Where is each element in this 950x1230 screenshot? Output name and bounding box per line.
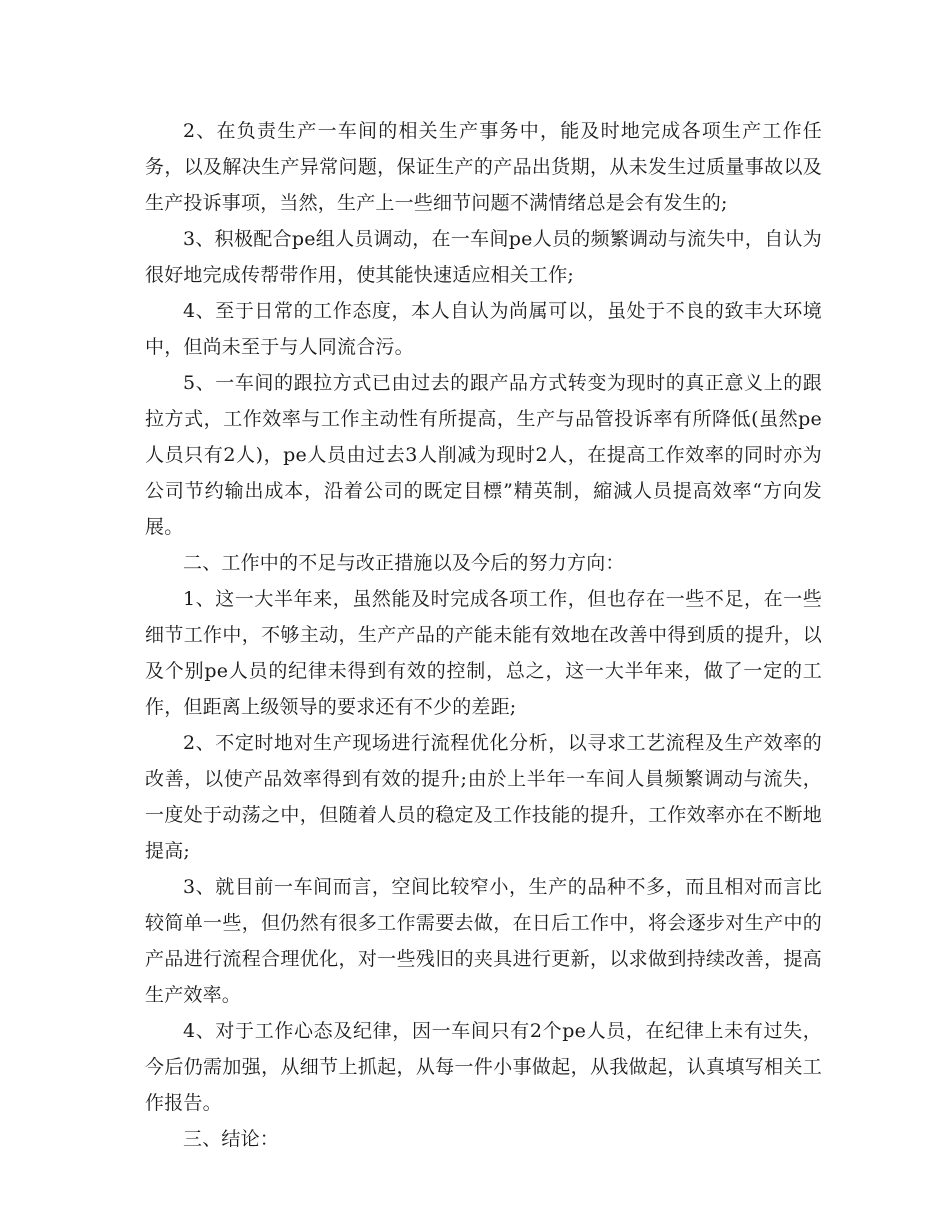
paragraph-process-optimization: 2、不定时地对生产现场进行流程优化分析，以寻求工艺流程及生产效率的改善，以使产品效率得到有效的提升;由於上半年一车间人員频繁调动与流失，一度处于动荡之中，但随着人员的稳定及工作技能的提升，工作效率亦在不断地提高; (145, 732, 822, 862)
paragraph-discipline: 4、对于工作心态及纪律，因一车间只有2个pe人员，在纪律上未有过失，今后仍需加强，从细节上抓起，从每一件小事做起，从我做起，认真填写相关工作报告。 (145, 1020, 822, 1114)
paragraph-future-improvement: 3、就目前一车间而言，空间比较窄小，生产的品种不多，而且相对而言比较简单一些，但仍然有很多工作需要去做，在日后工作中，将会逐步对生产中的产品进行流程合理优化，对一些残旧的夹具进行更新，以求做到持续改善，提高生产效率。 (145, 876, 822, 1006)
paragraph-pe-staff-coordination: 3、积极配合pe组人员调动，在一车间pe人员的频繁调动与流失中，自认为很好地完成传帮带作用，使其能快速适应相关工作; (145, 228, 822, 286)
paragraph-work-attitude: 4、至于日常的工作态度，本人自认为尚属可以，虽处于不良的致丰大环境中，但尚未至于与人同流合污。 (145, 300, 822, 358)
section-heading-conclusion: 三、结论： (183, 1128, 280, 1150)
section-heading-shortcomings: 二、工作中的不足与改正措施以及今后的努力方向： (183, 552, 625, 574)
paragraph-line-follow-method: 5、一车间的跟拉方式已由过去的跟产品方式转变为现时的真正意义上的跟拉方式，工作效率与工作主动性有所提高，生产与品管投诉率有所降低(虽然pe人员只有2人)，pe人员由过去3人削减为现时2人，在提高工作效率的同时亦为公司节约输出成本，沿着公司的既定目標”精英制，縮減人员提高效率“方向发展。 (145, 372, 822, 538)
paragraph-production-duties: 2、在负责生产一车间的相关生产事务中，能及时地完成各项生产工作任务，以及解决生产异常问题，保证生产的产品出货期，从未发生过质量事故以及生产投诉事项，当然，生产上一些细节问题不满情绪总是会有发生的; (145, 120, 822, 214)
paragraph-shortcomings: 1、这一大半年来，虽然能及时完成各项工作，但也存在一些不足，在一些细节工作中，不够主动，生产产品的产能未能有效地在改善中得到质的提升，以及个别pe人员的纪律未得到有效的控制，总之，这一大半年来，做了一定的工作，但距离上级领导的要求还有不少的差距; (145, 588, 822, 718)
